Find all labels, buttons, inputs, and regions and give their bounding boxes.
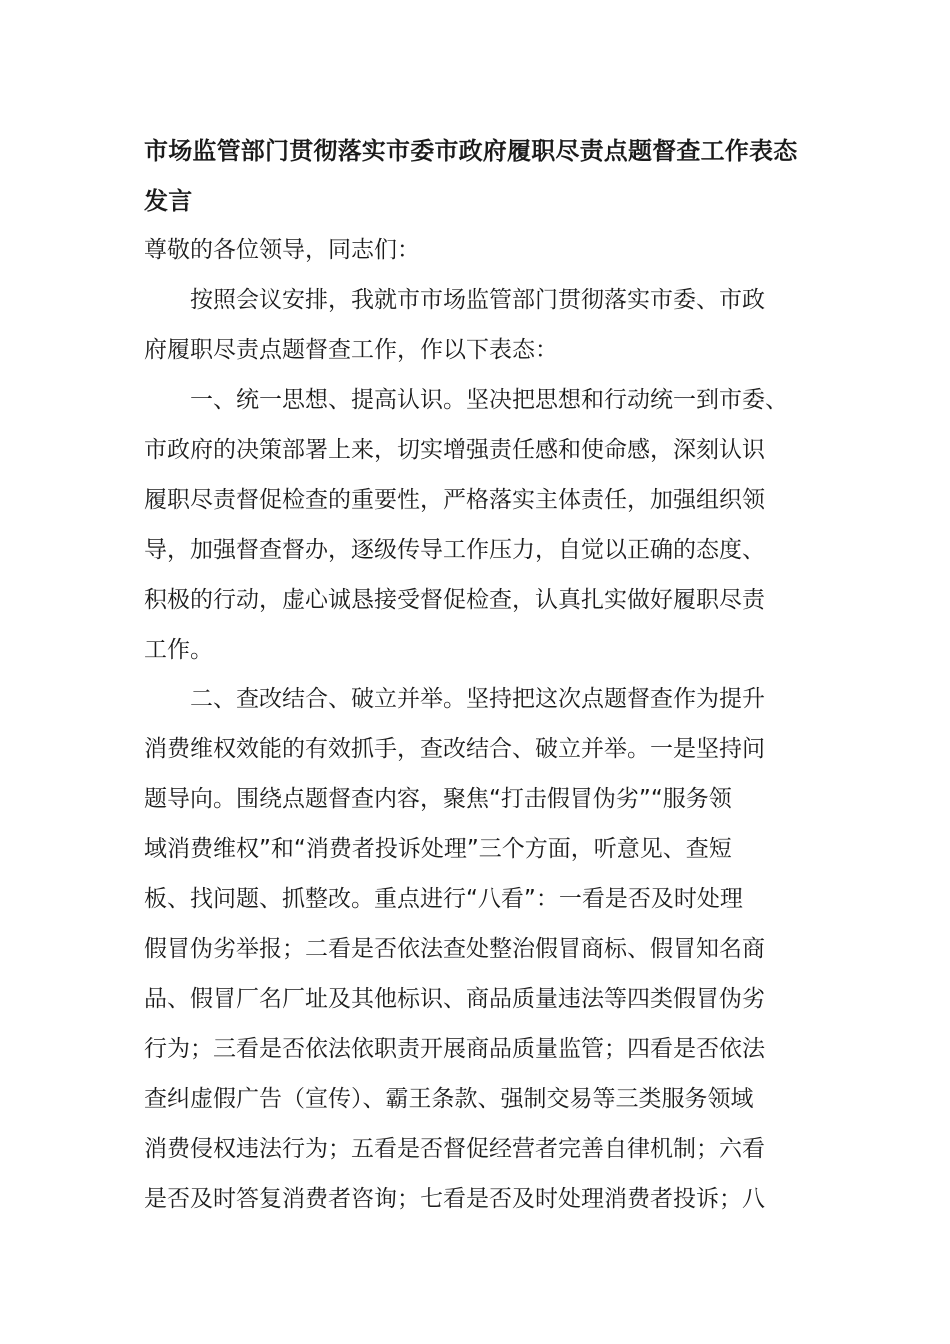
body-line: 板、找问题、抓整改。重点进行“八看”：一看是否及时处理	[144, 886, 743, 912]
body-line: 二、查改结合、破立并举。坚持把这次点题督查作为提升	[144, 686, 765, 712]
salutation: 尊敬的各位领导，同志们：	[144, 237, 420, 263]
document-title-line-1: 市场监管部门贯彻落实市委市政府履职尽责点题督查工作表态	[144, 137, 798, 165]
body-line: 域消费维权”和“消费者投诉处理”三个方面，听意见、查短	[144, 836, 732, 862]
body-line: 消费维权效能的有效抓手，查改结合、破立并举。一是坚持问	[144, 736, 765, 762]
body-line: 是否及时答复消费者咨询；七看是否及时处理消费者投诉；八	[144, 1186, 765, 1212]
body-line: 题导向。围绕点题督查内容，聚焦“打击假冒伪劣”“服务领	[144, 786, 732, 812]
body-line: 一、统一思想、提高认识。坚决把思想和行动统一到市委、	[144, 387, 788, 413]
body-line: 导，加强督查督办，逐级传导工作压力，自觉以正确的态度、	[144, 537, 765, 563]
document-title-line-2: 发言	[144, 187, 193, 215]
body-line: 府履职尽责点题督查工作，作以下表态：	[144, 337, 558, 363]
body-line: 履职尽责督促检查的重要性，严格落实主体责任，加强组织领	[144, 487, 765, 513]
body-line: 市政府的决策部署上来，切实增强责任感和使命感，深刻认识	[144, 437, 765, 463]
body-line: 品、假冒厂名厂址及其他标识、商品质量违法等四类假冒伪劣	[144, 986, 765, 1012]
body-line: 假冒伪劣举报；二看是否依法查处整治假冒商标、假冒知名商	[144, 936, 765, 962]
body-line: 按照会议安排，我就市市场监管部门贯彻落实市委、市政	[144, 287, 765, 313]
body-line: 积极的行动，虚心诚恳接受督促检查，认真扎实做好履职尽责	[144, 587, 765, 613]
body-line: 工作。	[144, 637, 213, 663]
body-line: 行为；三看是否依法依职责开展商品质量监管；四看是否依法	[144, 1036, 765, 1062]
body-line: 消费侵权违法行为；五看是否督促经营者完善自律机制；六看	[144, 1136, 765, 1162]
body-line: 查纠虚假广告（宣传）、霸王条款、强制交易等三类服务领域	[144, 1086, 754, 1112]
